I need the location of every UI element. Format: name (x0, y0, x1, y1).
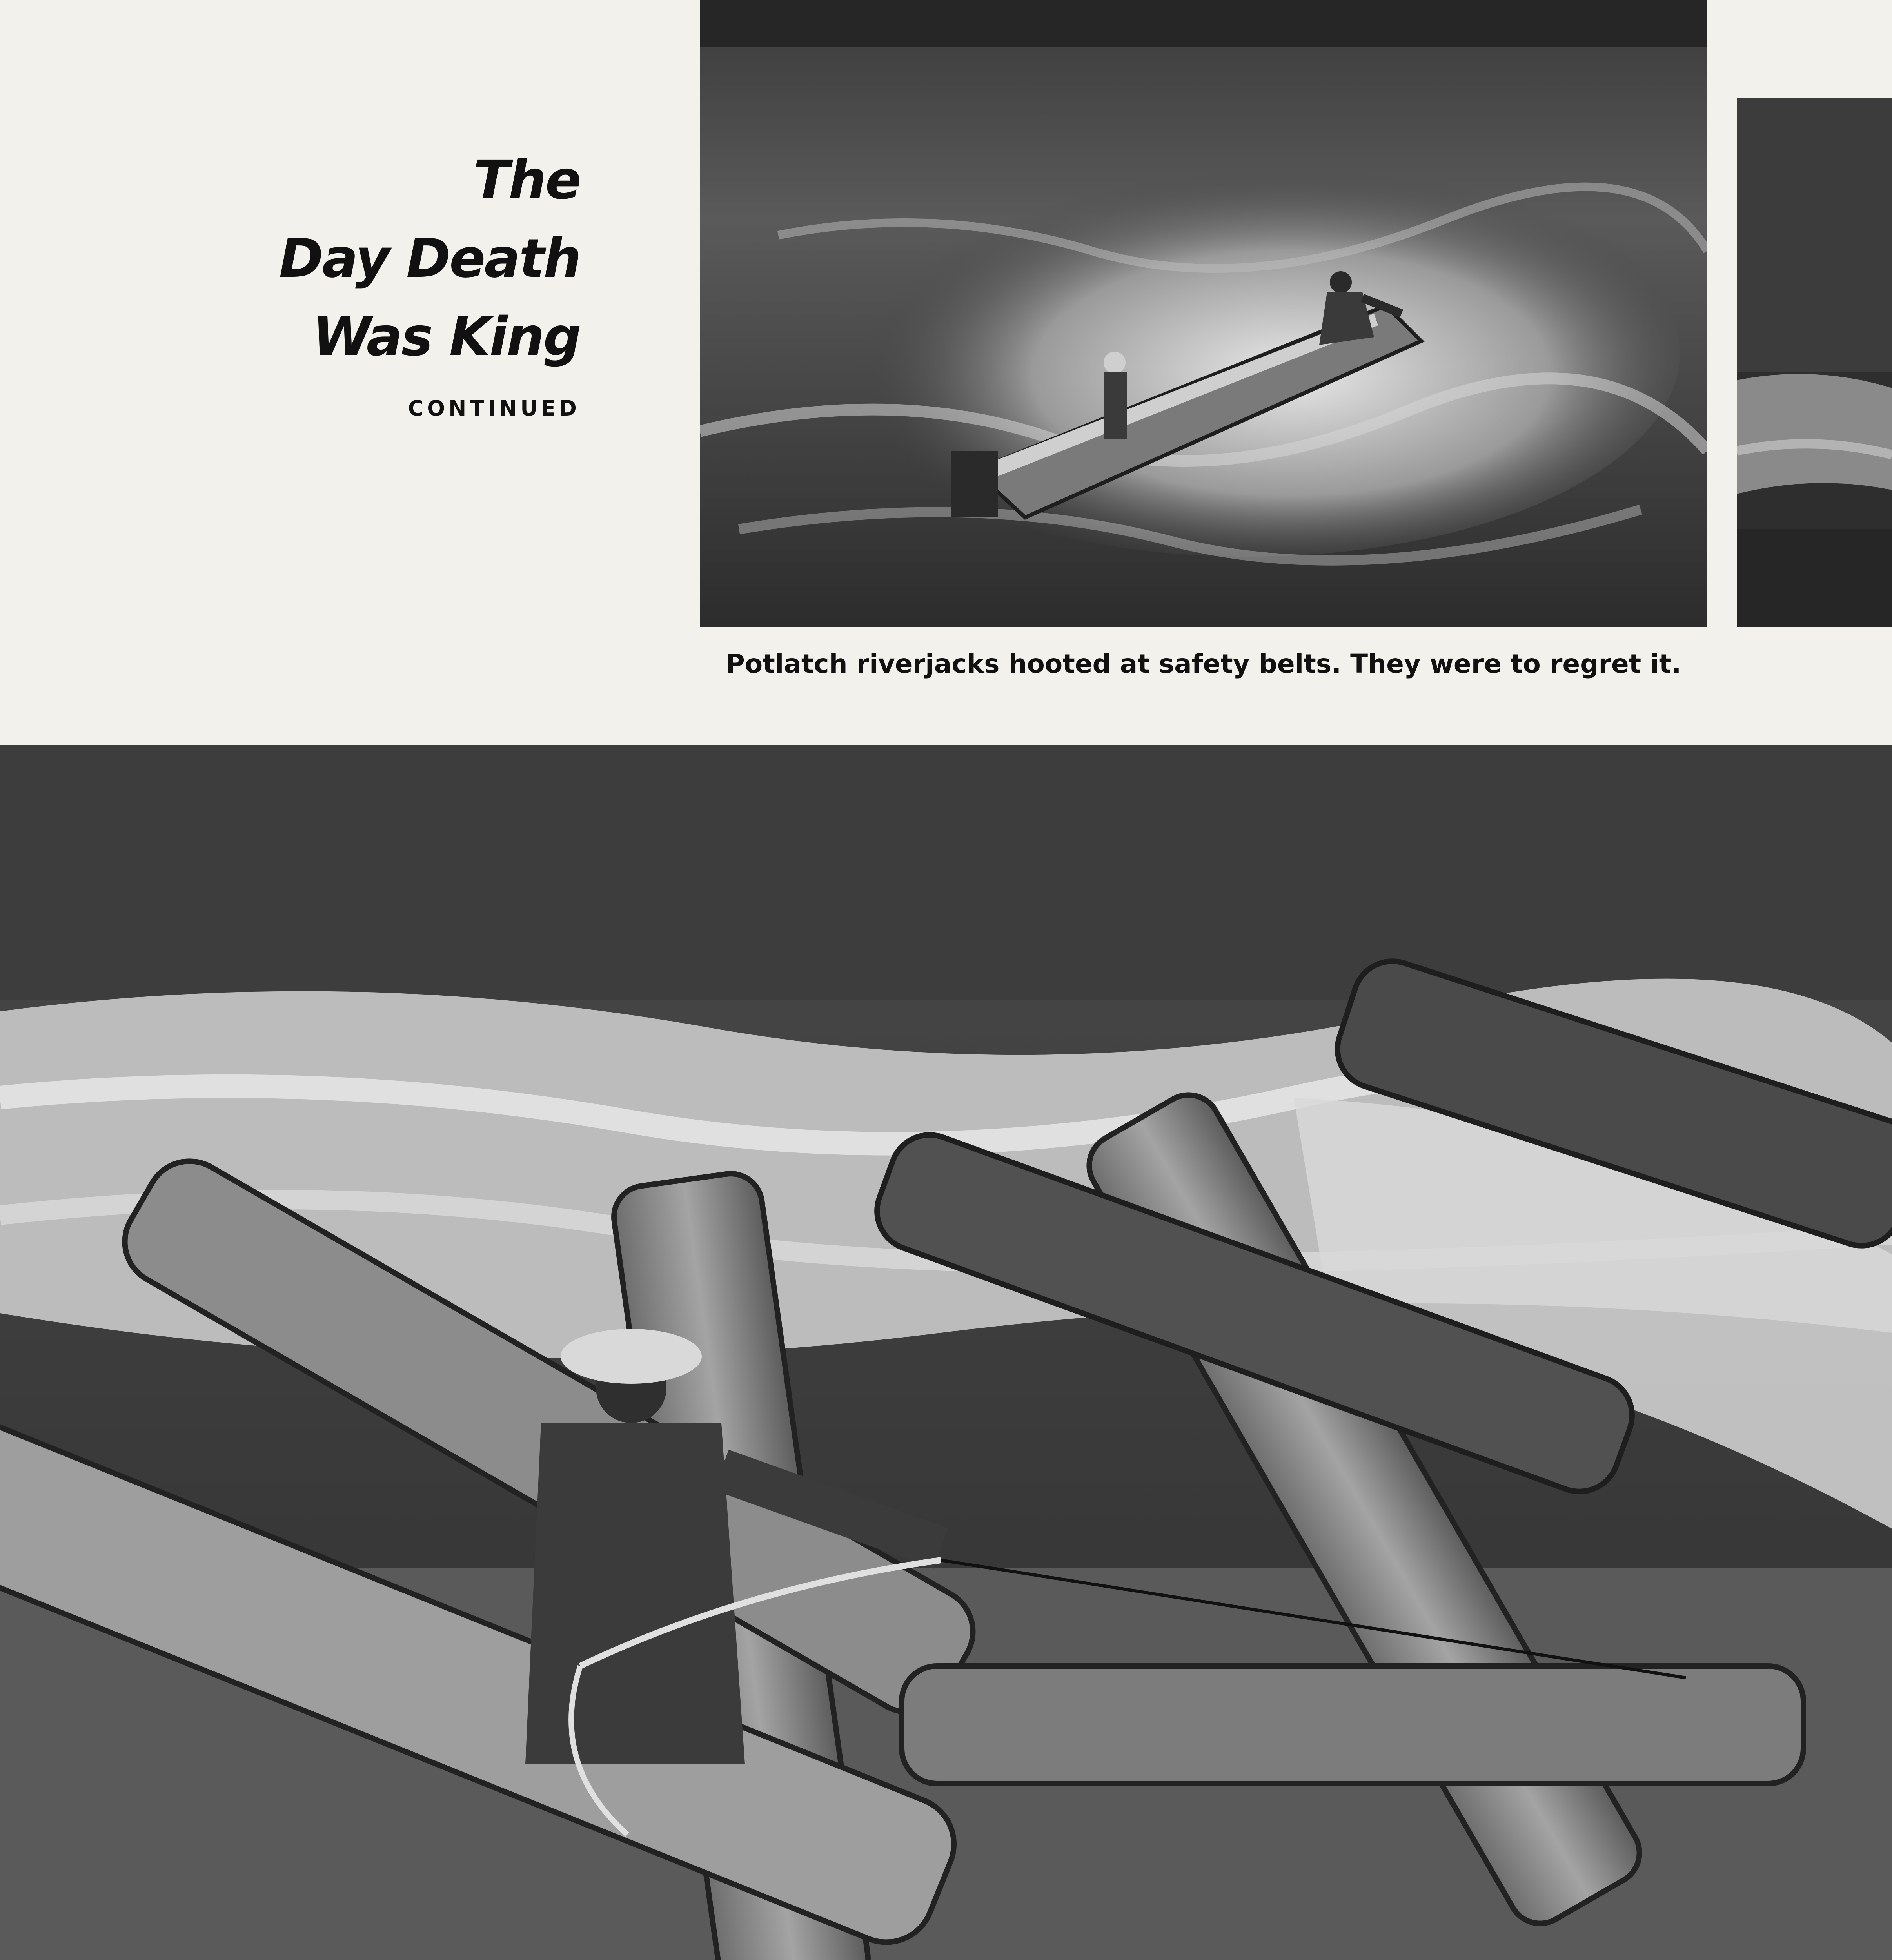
logs-photo-drawing (0, 745, 1892, 1960)
headline-line-2: Day Death (279, 228, 580, 290)
continued-label: CONTINUED (408, 396, 580, 421)
photo-river-edge (1737, 98, 1892, 627)
headline-line-1: The (473, 149, 580, 211)
boat-photo-drawing (700, 0, 1707, 627)
caption-boat-photo: Potlatch riverjacks hooted at safety belts. They were to regret it. (726, 649, 1681, 679)
photo-boat-in-rapids (700, 0, 1707, 627)
side-photo-drawing (1737, 98, 1892, 627)
photo-riverjack-on-logs (0, 745, 1892, 1960)
headline-line-3: Was King (312, 306, 580, 368)
headline (196, 141, 580, 421)
